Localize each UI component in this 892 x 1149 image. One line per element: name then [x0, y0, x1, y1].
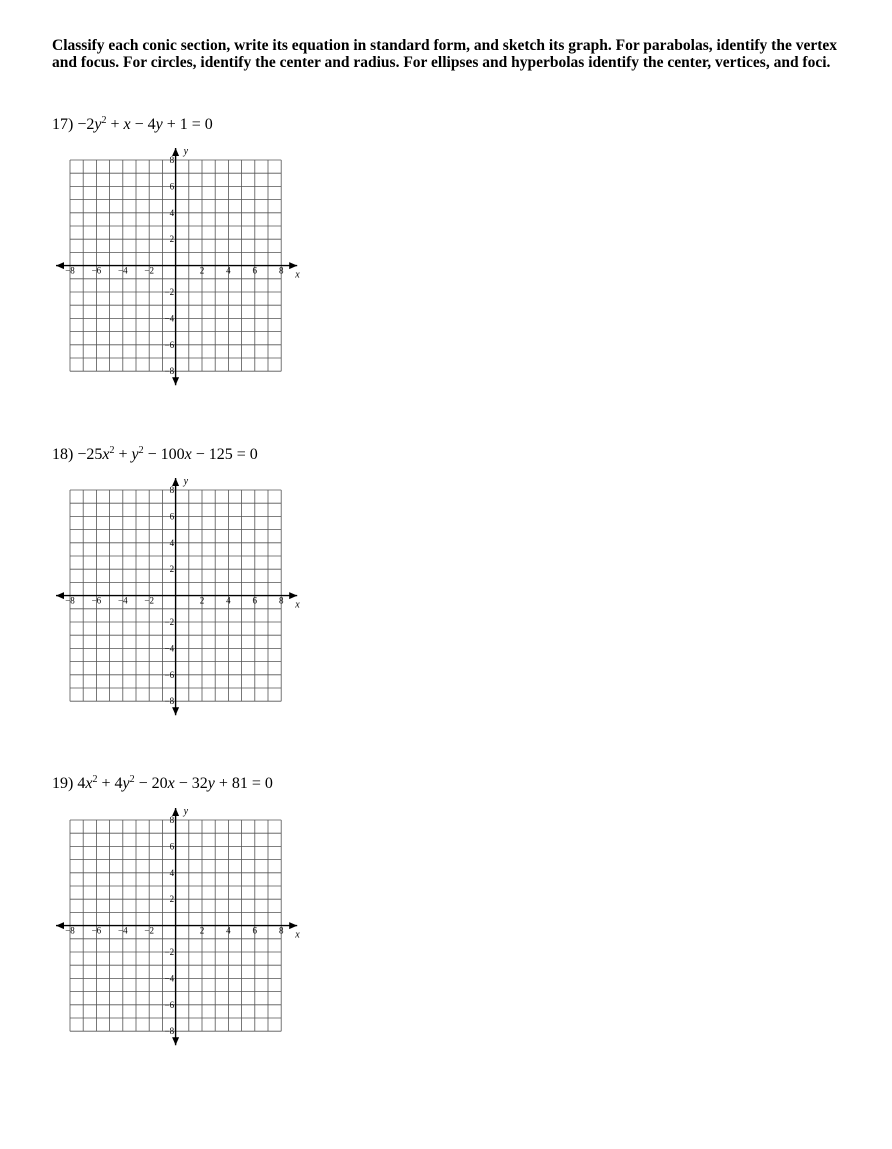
y-tick-label: 2	[169, 564, 175, 575]
y-axis-label: y	[183, 146, 189, 157]
x-tick-label: −2	[144, 925, 154, 936]
x-tick-label: −8	[65, 265, 75, 276]
x-tick-label: −2	[144, 265, 154, 276]
problem-number: 17)	[52, 116, 74, 133]
y-tick-label: −6	[164, 999, 175, 1010]
y-tick-label: −2	[164, 947, 175, 957]
y-axis-label: y	[183, 476, 189, 487]
x-axis-label: x	[295, 269, 300, 281]
arrow-left-icon	[56, 922, 64, 929]
y-tick-label: 6	[169, 511, 175, 522]
x-tick-label: −4	[118, 265, 128, 276]
x-tick-label: −4	[118, 925, 128, 936]
coordinate-grid[interactable]	[50, 474, 310, 726]
x-tick-label: 2	[199, 595, 205, 606]
y-tick-label: 4	[169, 207, 175, 218]
equation: $-2y^2 + x - 4y + 1 = 0$	[77, 115, 213, 133]
arrow-down-icon	[172, 377, 179, 385]
equation: $-25x^2 + y^2 - 100x - 125 = 0$	[77, 445, 258, 463]
y-axis-label: y	[183, 806, 189, 817]
x-tick-label: −6	[91, 925, 102, 936]
y-tick-label: 2	[169, 234, 175, 245]
coordinate-grid[interactable]	[50, 804, 310, 1056]
x-tick-label: 4	[226, 265, 231, 276]
y-tick-label: −8	[164, 1026, 175, 1037]
y-tick-label: −4	[164, 313, 175, 324]
arrow-right-icon	[289, 592, 297, 599]
x-tick-label: 4	[226, 925, 231, 936]
x-tick-label: 2	[199, 925, 205, 936]
x-tick-label: 8	[278, 265, 284, 276]
arrow-down-icon	[172, 707, 179, 715]
x-tick-label: −8	[65, 595, 75, 606]
problem-18	[52, 446, 412, 464]
x-tick-label: 6	[252, 595, 258, 606]
x-axis-label: x	[295, 599, 300, 611]
y-tick-label: −2	[164, 287, 175, 297]
y-tick-label: −6	[164, 339, 175, 350]
y-tick-label: −6	[164, 669, 175, 680]
problem-19	[52, 775, 412, 793]
problem-number: 19)	[52, 775, 74, 792]
y-tick-label: 8	[169, 485, 175, 495]
x-tick-label: −4	[118, 595, 128, 606]
arrow-left-icon	[56, 262, 64, 269]
y-tick-label: −8	[164, 696, 175, 707]
y-tick-label: 6	[169, 181, 175, 192]
y-tick-label: −8	[164, 366, 175, 377]
problem-label	[52, 446, 412, 464]
y-tick-label: −2	[164, 617, 175, 627]
y-tick-label: 6	[169, 841, 175, 852]
x-tick-label: 2	[199, 265, 205, 276]
x-tick-label: 6	[252, 925, 258, 936]
arrow-right-icon	[289, 262, 297, 269]
x-axis-label: x	[295, 929, 300, 941]
arrow-right-icon	[289, 922, 297, 929]
y-tick-label: −4	[164, 973, 175, 984]
arrow-left-icon	[56, 592, 64, 599]
y-tick-label: 4	[169, 537, 175, 548]
x-tick-label: −6	[91, 265, 102, 276]
instructions: Classify each conic section, write its equation in standard form, and sketch its graph. For parabolas, identify the vertex and focus. For circles, identify the center and radius. For ellipses and hyperbolas identify the center, vertices, and foci.	[52, 37, 838, 71]
x-tick-label: −8	[65, 925, 75, 936]
y-tick-label: 4	[169, 867, 175, 878]
coordinate-grid[interactable]	[50, 144, 310, 396]
x-tick-label: 4	[226, 595, 231, 606]
problem-label	[52, 775, 412, 793]
x-tick-label: −2	[144, 595, 154, 606]
x-tick-label: 8	[278, 595, 284, 606]
x-tick-label: 8	[278, 925, 284, 936]
equation: $4x^2 + 4y^2 - 20x - 32y + 81 = 0$	[77, 774, 273, 792]
problem-17	[52, 116, 412, 134]
y-tick-label: 2	[169, 894, 175, 905]
y-tick-label: 8	[169, 155, 175, 165]
x-tick-label: 6	[252, 265, 258, 276]
arrow-down-icon	[172, 1037, 179, 1045]
y-tick-label: 8	[169, 815, 175, 825]
y-tick-label: −4	[164, 643, 175, 654]
x-tick-label: −6	[91, 595, 102, 606]
problem-label	[52, 116, 412, 134]
problem-number: 18)	[52, 446, 74, 463]
